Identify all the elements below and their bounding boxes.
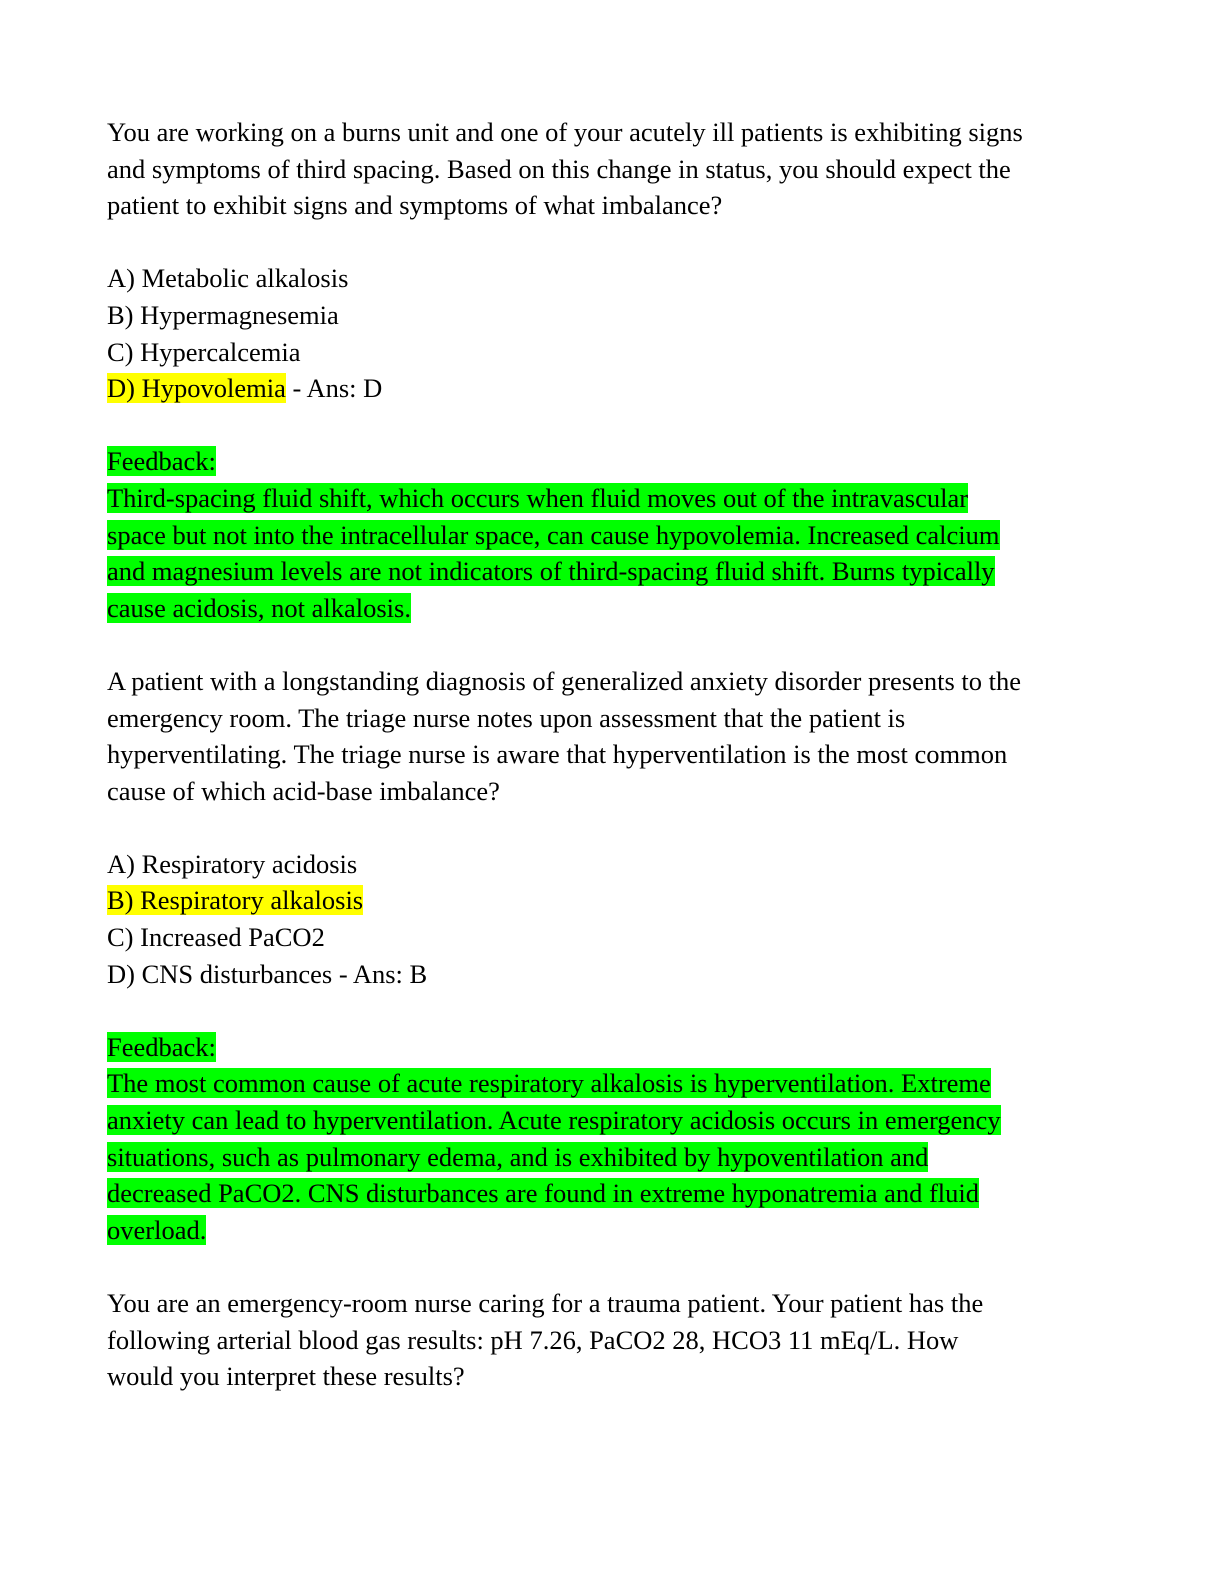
question-2-line-2: emergency room. The triage nurse notes upon assessment that the patient is — [107, 702, 906, 733]
feedback-1-line-1: Third-spacing fluid shift, which occurs when fluid moves out of the intravascular — [107, 482, 969, 513]
question-2-options — [107, 846, 1117, 992]
feedback-2-label-line — [107, 1029, 1117, 1066]
question-2-line-1: A patient with a longstanding diagnosis of generalized anxiety disorder presents to the — [107, 665, 1022, 696]
feedback-2-line-3-row — [107, 1139, 1117, 1176]
question-2-line-4: cause of which acid-base imbalance? — [107, 775, 500, 806]
question-2-option-d: D) CNS disturbances - Ans: B — [107, 958, 428, 989]
feedback-1-line-2: space but not into the intracellular space, can cause hypovolemia. Increased calcium — [107, 519, 1000, 550]
question-2-feedback — [107, 1029, 1117, 1249]
feedback-2-line-5-row — [107, 1212, 1117, 1249]
question-3-line-1: You are an emergency-room nurse caring for a trauma patient. Your patient has the — [107, 1288, 984, 1318]
question-1-feedback — [107, 443, 1117, 626]
question-1 — [107, 114, 1117, 224]
feedback-2-line-4: decreased PaCO2. CNS disturbances are found in extreme hyponatremia and fluid — [107, 1178, 980, 1209]
feedback-1-line-2-row — [107, 517, 1117, 554]
feedback-2-line-2-row — [107, 1102, 1117, 1139]
question-1-option-c: C) Hypercalcemia — [107, 336, 301, 367]
question-1-line-2: and symptoms of third spacing. Based on this change in status, you should expect the — [107, 153, 1011, 184]
feedback-2-line-1-row — [107, 1065, 1117, 1102]
question-2 — [107, 663, 1117, 809]
question-2-option-c: C) Increased PaCO2 — [107, 922, 325, 953]
question-2-option-b-highlighted: B) Respiratory alkalosis — [107, 885, 364, 916]
question-1-line-1: You are working on a burns unit and one of your acutely ill patients is exhibiting signs — [107, 117, 1023, 147]
feedback-1-line-4: cause acidosis, not alkalosis. — [107, 592, 411, 623]
feedback-2-label: Feedback: — [107, 1031, 216, 1062]
feedback-2-line-2: anxiety can lead to hyperventilation. Acute respiratory acidosis occurs in emergency — [107, 1105, 1001, 1136]
question-3-line-2: following arterial blood gas results: pH 7.26, PaCO2 28, HCO3 11 mEq/L. How — [107, 1324, 959, 1355]
feedback-1-line-3: and magnesium levels are not indicators of third-spacing fluid shift. Burns typically — [107, 556, 995, 587]
feedback-1-label-line — [107, 443, 1117, 480]
feedback-1-label: Feedback: — [107, 446, 216, 477]
question-1-option-d-highlighted: D) Hypovolemia — [107, 373, 286, 404]
question-2-option-a: A) Respiratory acidosis — [107, 848, 358, 879]
question-3 — [107, 1285, 1117, 1395]
feedback-1-line-4-row — [107, 590, 1117, 627]
document-page — [107, 114, 1117, 1395]
feedback-2-line-3: situations, such as pulmonary edema, and is exhibited by hypoventilation and — [107, 1141, 929, 1172]
question-2-option-b-line — [107, 882, 1117, 919]
question-1-line-3: patient to exhibit signs and symptoms of what imbalance? — [107, 190, 723, 221]
feedback-1-line-1-row — [107, 480, 1117, 517]
question-1-answer: - Ans: D — [285, 373, 383, 404]
question-1-options — [107, 260, 1117, 406]
question-2-line-3: hyperventilating. The triage nurse is aware that hyperventilation is the most common — [107, 739, 1008, 770]
feedback-2-line-5: overload. — [107, 1214, 207, 1245]
question-3-line-3: would you interpret these results? — [107, 1361, 465, 1392]
feedback-1-line-3-row — [107, 553, 1117, 590]
question-1-option-d-line — [107, 370, 1117, 407]
question-1-option-a: A) Metabolic alkalosis — [107, 263, 349, 294]
feedback-2-line-1: The most common cause of acute respiratory alkalosis is hyperventilation. Extreme — [107, 1068, 991, 1099]
feedback-2-line-4-row — [107, 1175, 1117, 1212]
question-1-option-b: B) Hypermagnesemia — [107, 299, 339, 330]
